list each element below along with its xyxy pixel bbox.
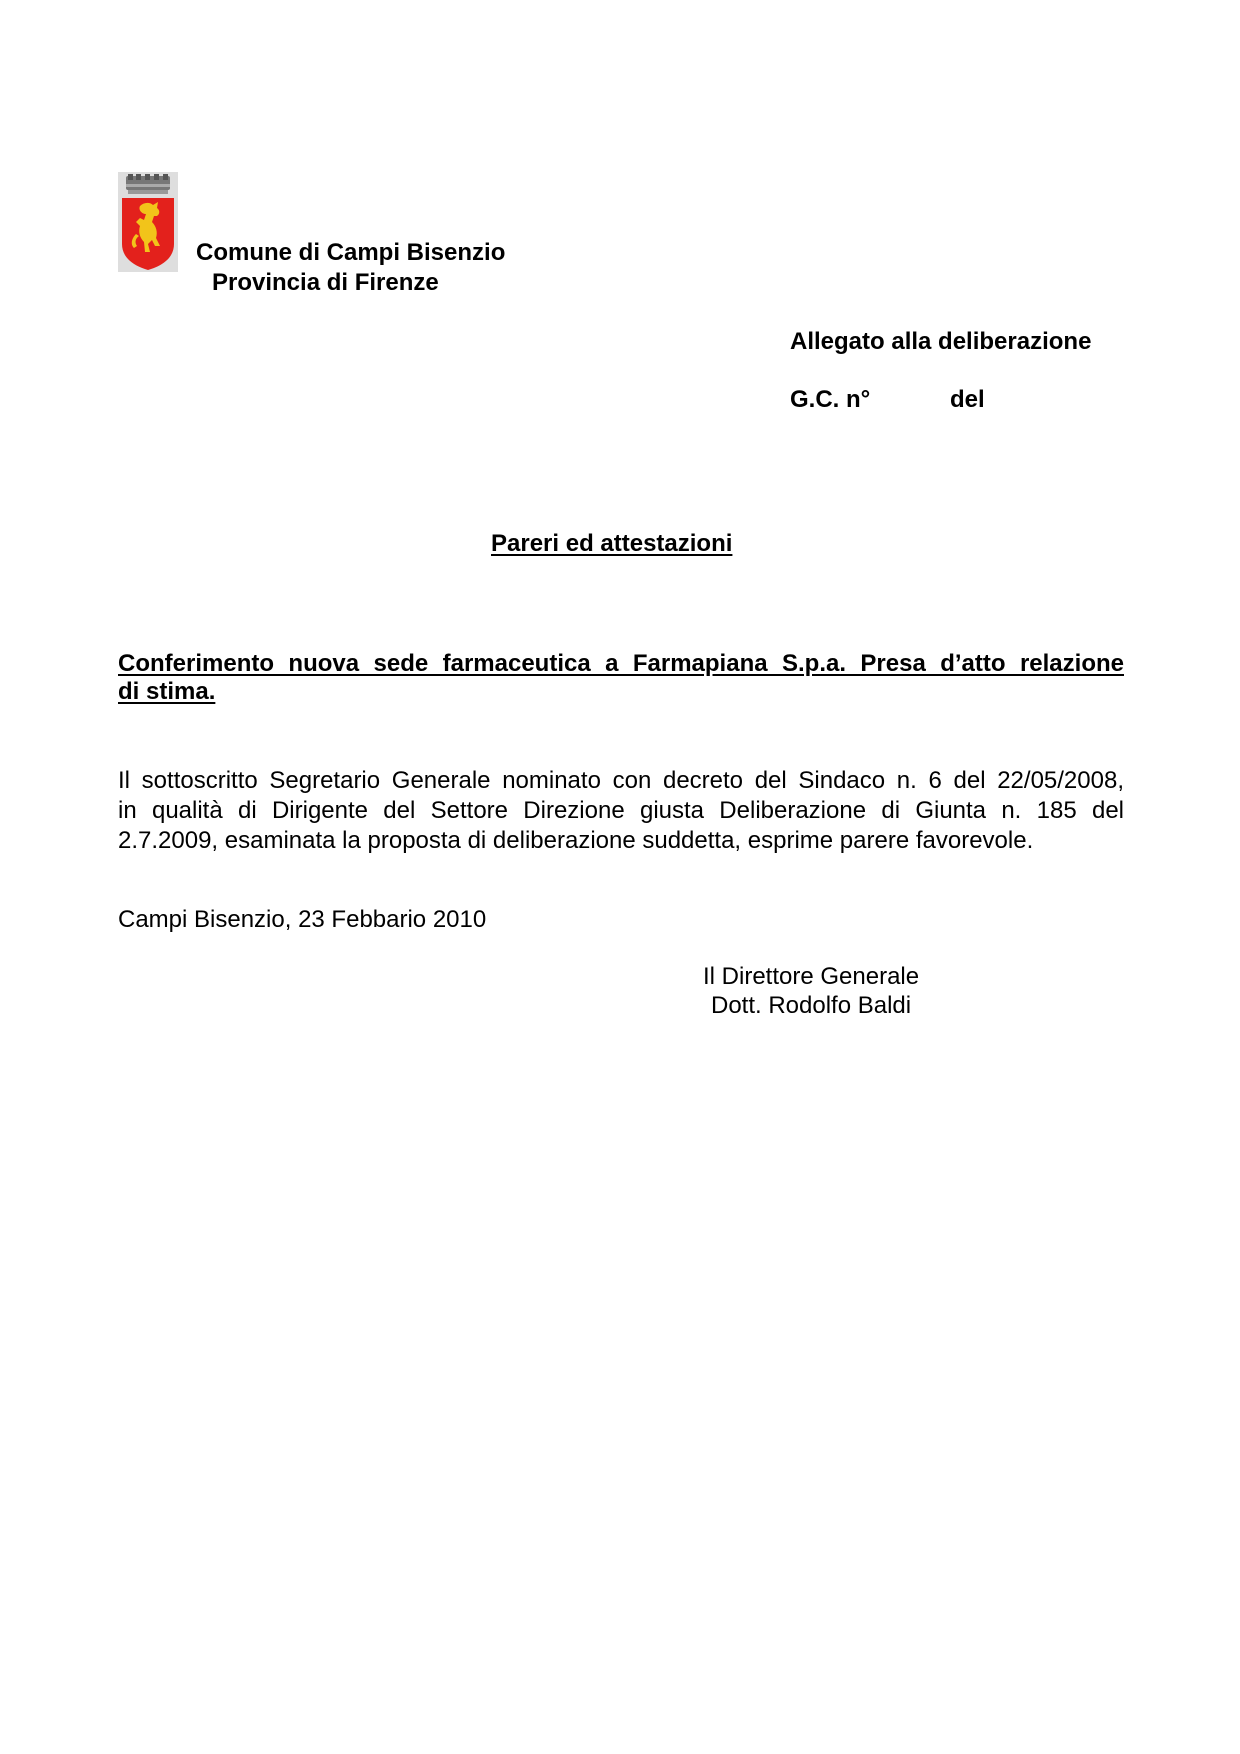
attachment-label: Allegato alla deliberazione [790,328,1092,355]
coat-of-arms-crest [118,172,178,272]
del-label: del [950,386,985,413]
body-paragraph [118,766,1124,856]
body-line-1: Il sottoscritto Segretario Generale nominato con decreto del Sindaco n. 6 del 22/05/2008, [118,767,1124,794]
province-name: Provincia di Firenze [212,269,439,296]
subject-line-2: di stima. [118,678,216,705]
signatory-role: Il Direttore Generale [703,963,920,990]
body-line-3: 2.7.2009, esaminata la proposta di deliberazione suddetta, esprime parere favorevole. [118,827,1034,854]
document-title: Pareri ed attestazioni [491,530,733,557]
body-line-2: in qualità di Dirigente del Settore Direzione giusta Deliberazione di Giunta n. 185 del [118,797,1124,824]
crown-icon [126,174,170,194]
subject-heading [118,650,1124,706]
subject-line-1: Conferimento nuova sede farmaceutica a Farmapiana S.p.a. Presa d’atto relazione [118,650,1124,677]
gc-number-label: G.C. n° [790,386,871,413]
place-and-date: Campi Bisenzio, 23 Febbario 2010 [118,906,487,933]
signatory-name: Dott. Rodolfo Baldi [711,992,912,1019]
municipality-name: Comune di Campi Bisenzio [196,239,506,266]
